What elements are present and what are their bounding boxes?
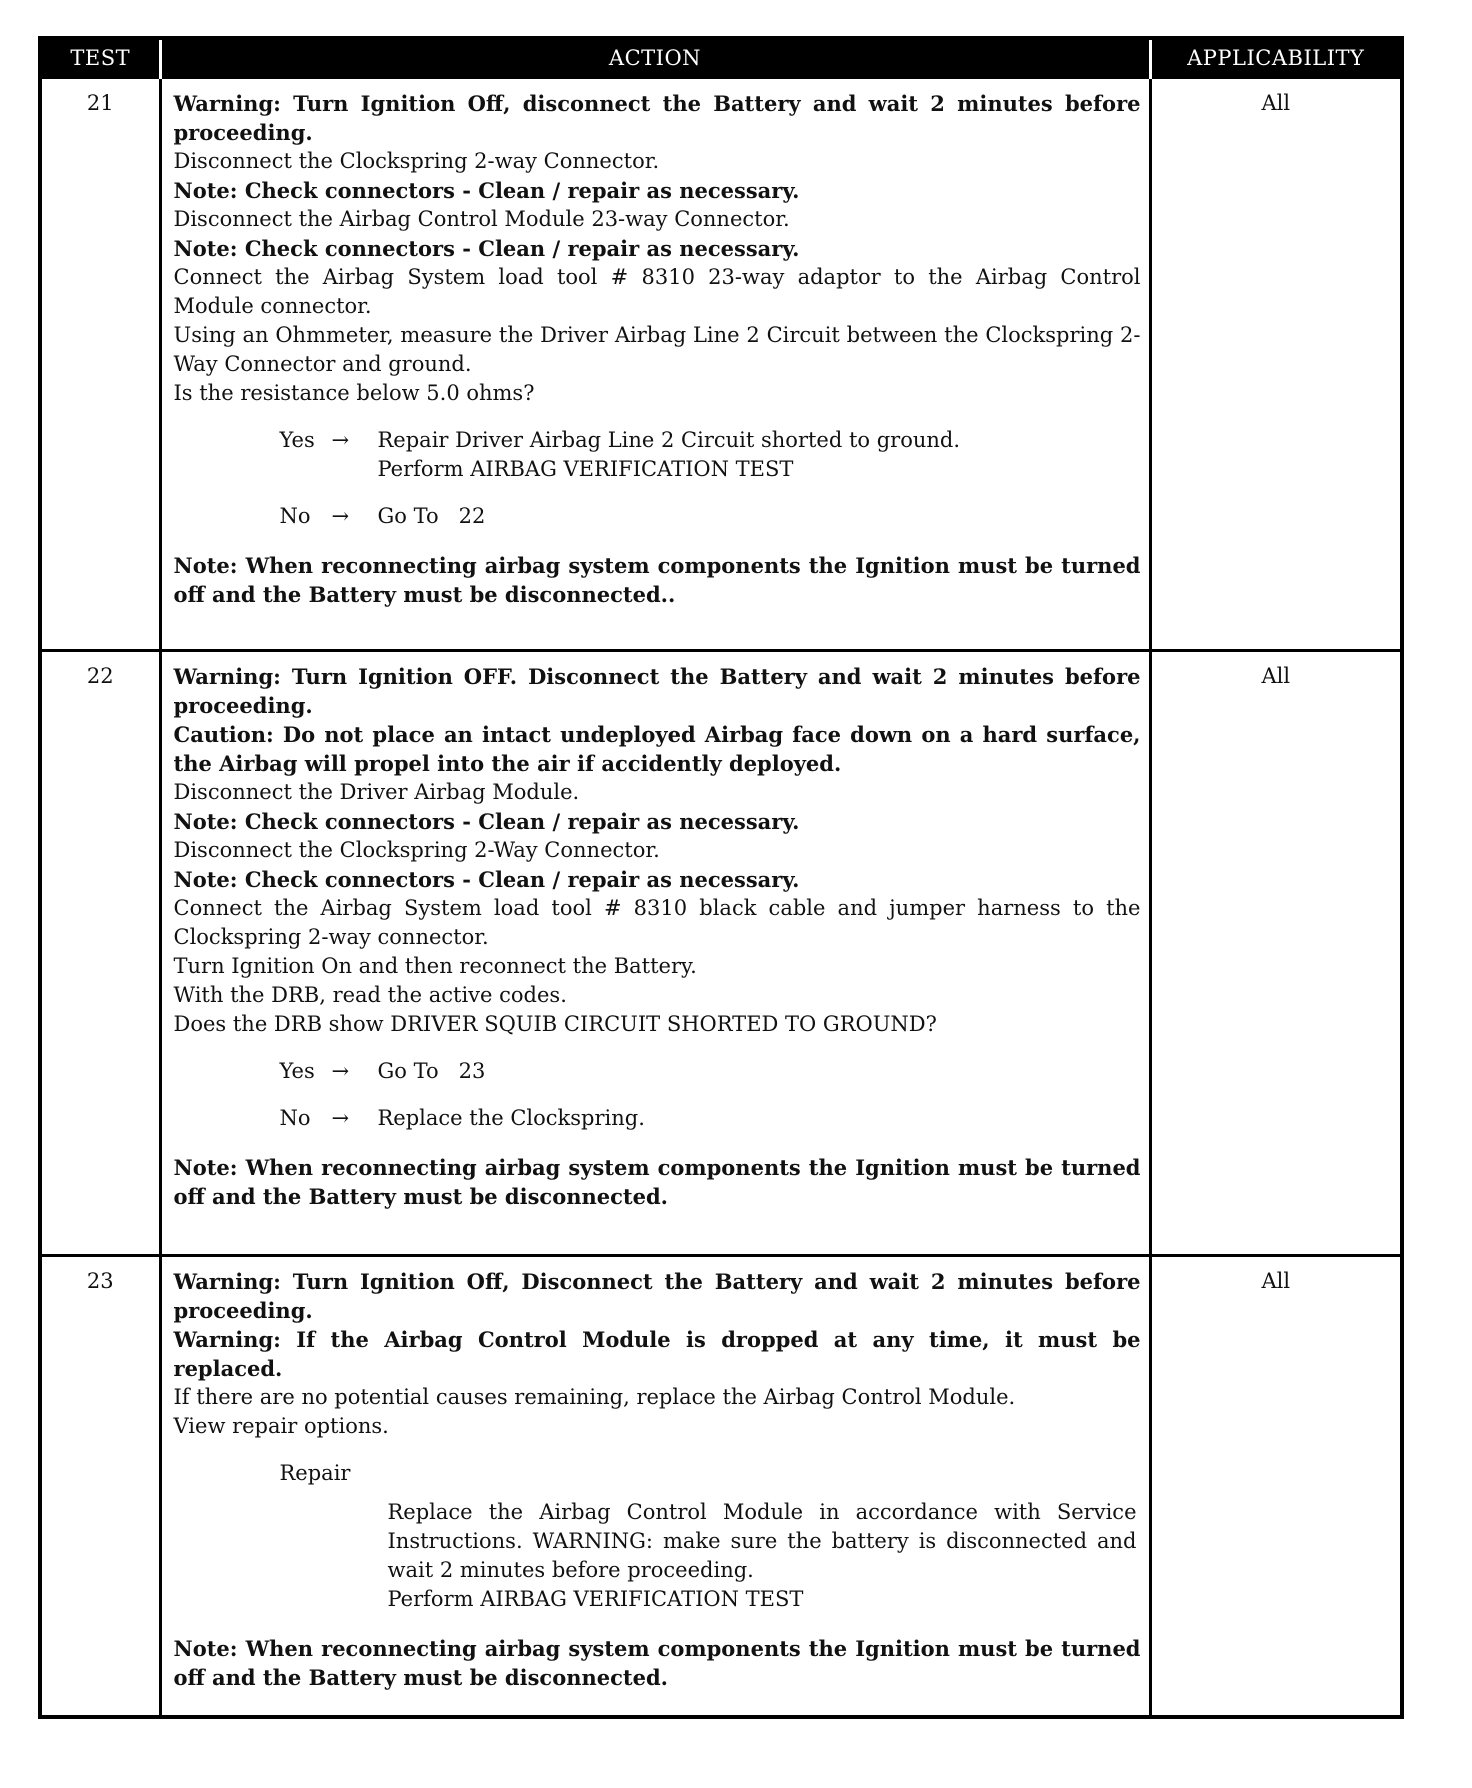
applicability-value: All bbox=[1150, 651, 1402, 1256]
no-label: No bbox=[279, 504, 311, 528]
note-text: Note: Check connectors - Clean / repair as necessary. bbox=[173, 867, 800, 892]
header-action: ACTION bbox=[160, 38, 1150, 78]
no-branch bbox=[280, 1104, 1141, 1133]
step-text: Using an Ohmmeter, measure the Driver Airbag Line 2 Circuit between the Clockspring 2-Way Connector and ground. bbox=[173, 323, 1141, 376]
yes-branch bbox=[280, 1057, 1141, 1086]
step-text: Disconnect the Airbag Control Module 23-way Connector. bbox=[173, 207, 790, 231]
header-applicability: APPLICABILITY bbox=[1150, 38, 1402, 78]
final-note: Note: When reconnecting airbag system components the Ignition must be turned off and the Battery must be disconnected.. bbox=[173, 553, 1141, 607]
question-text: Does the DRB show DRIVER SQUIB CIRCUIT SHORTED TO GROUND? bbox=[173, 1012, 937, 1036]
no-label: No bbox=[279, 1106, 311, 1130]
step-text: Disconnect the Clockspring 2-Way Connector. bbox=[173, 838, 660, 862]
warning-text: Warning: Turn Ignition OFF. Disconnect the Battery and wait 2 minutes before proceeding. bbox=[173, 664, 1141, 718]
final-note: Note: When reconnecting airbag system components the Ignition must be turned off and the Battery must be disconnected. bbox=[173, 1636, 1141, 1690]
question-text: Is the resistance below 5.0 ohms? bbox=[173, 381, 535, 405]
test-number: 21 bbox=[40, 78, 160, 651]
step-text: Disconnect the Clockspring 2-way Connector. bbox=[173, 149, 660, 173]
note-text: Note: Check connectors - Clean / repair as necessary. bbox=[173, 809, 800, 834]
repair-option-label: Repair bbox=[279, 1461, 351, 1485]
right-arrow-icon: → bbox=[331, 1106, 350, 1130]
repair-option-text bbox=[388, 1498, 1137, 1614]
step-text: Disconnect the Driver Airbag Module. bbox=[173, 780, 580, 804]
action-cell bbox=[160, 78, 1150, 651]
applicability-value: All bbox=[1150, 1256, 1402, 1718]
table-row bbox=[40, 651, 1402, 1256]
step-text: Connect the Airbag System load tool # 8310 23-way adaptor to the Airbag Control Module connector. bbox=[173, 265, 1141, 318]
no-result: Replace the Clockspring. bbox=[377, 1106, 645, 1130]
no-branch bbox=[280, 502, 1141, 531]
final-note: Note: When reconnecting airbag system components the Ignition must be turned off and the Battery must be disconnected. bbox=[173, 1155, 1141, 1209]
header-test: TEST bbox=[40, 38, 160, 78]
diagnostic-test-table bbox=[38, 36, 1404, 1719]
step-text: Turn Ignition On and then reconnect the Battery. bbox=[173, 954, 697, 978]
right-arrow-icon: → bbox=[331, 1059, 350, 1083]
yes-label: Yes bbox=[279, 428, 315, 452]
table-header-row bbox=[40, 38, 1402, 78]
caution-text: Caution: Do not place an intact undeployed Airbag face down on a hard surface, the Airbag will propel into the air if accidently deployed. bbox=[173, 722, 1141, 776]
test-number: 22 bbox=[40, 651, 160, 1256]
step-text: Connect the Airbag System load tool # 8310 black cable and jumper harness to the Clockspring 2-way connector. bbox=[173, 896, 1141, 949]
right-arrow-icon: → bbox=[331, 504, 350, 528]
yes-label: Yes bbox=[279, 1059, 315, 1083]
yes-result: Go To 23 bbox=[377, 1059, 486, 1083]
step-text: With the DRB, read the active codes. bbox=[173, 983, 567, 1007]
warning-text: Warning: Turn Ignition Off, disconnect the Battery and wait 2 minutes before proceeding. bbox=[173, 91, 1141, 145]
warning-text: Warning: If the Airbag Control Module is dropped at any time, it must be replaced. bbox=[173, 1327, 1141, 1381]
action-cell bbox=[160, 651, 1150, 1256]
no-result: Go To 22 bbox=[377, 504, 486, 528]
yes-verify: Perform AIRBAG VERIFICATION TEST bbox=[377, 457, 794, 481]
repair-verify: Perform AIRBAG VERIFICATION TEST bbox=[387, 1587, 804, 1611]
repair-instructions: Replace the Airbag Control Module in accordance with Service Instructions. WARNING: make sure the battery is disconnected and wait 2 minutes before proceeding. bbox=[387, 1500, 1137, 1582]
table-row bbox=[40, 1256, 1402, 1718]
step-text: If there are no potential causes remaining, replace the Airbag Control Module. bbox=[173, 1385, 1016, 1409]
applicability-value: All bbox=[1150, 78, 1402, 651]
right-arrow-icon: → bbox=[331, 428, 350, 452]
action-cell bbox=[160, 1256, 1150, 1718]
note-text: Note: Check connectors - Clean / repair as necessary. bbox=[173, 178, 800, 203]
warning-text: Warning: Turn Ignition Off, Disconnect the Battery and wait 2 minutes before proceeding. bbox=[173, 1269, 1141, 1323]
note-text: Note: Check connectors - Clean / repair as necessary. bbox=[173, 236, 800, 261]
yes-result: Repair Driver Airbag Line 2 Circuit shorted to ground. bbox=[377, 428, 961, 452]
step-text: View repair options. bbox=[173, 1414, 389, 1438]
test-number: 23 bbox=[40, 1256, 160, 1718]
table-row bbox=[40, 78, 1402, 651]
yes-branch bbox=[280, 426, 1141, 484]
